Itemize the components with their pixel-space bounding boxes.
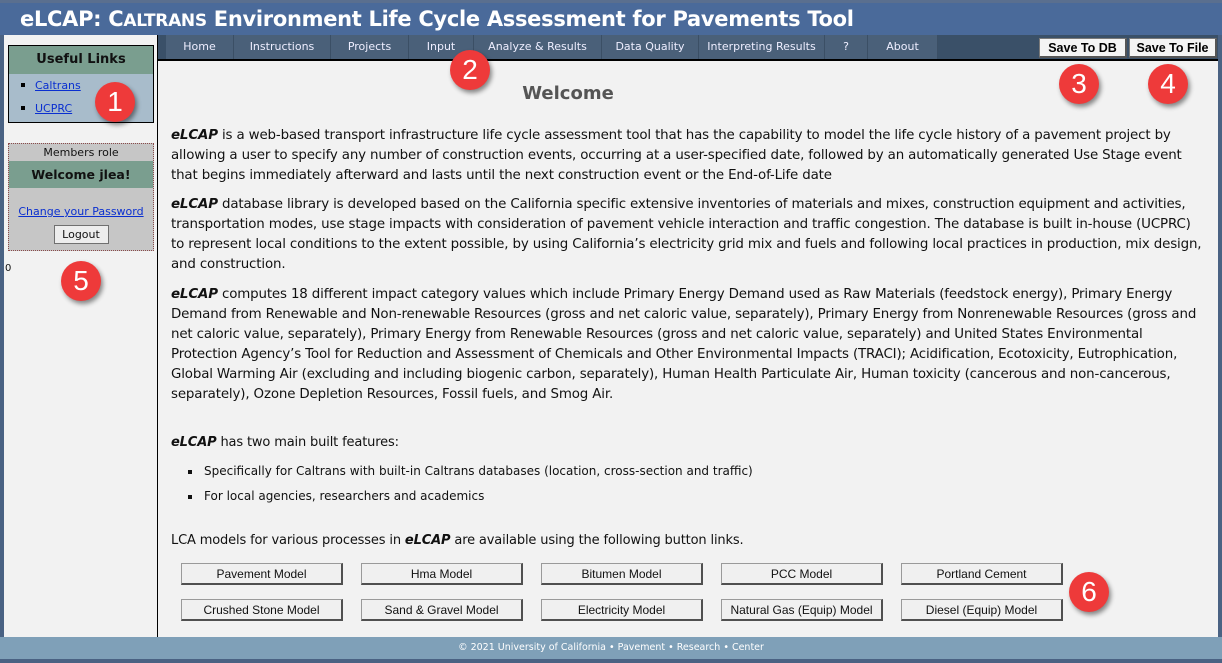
- counter-text: 0: [5, 263, 12, 274]
- brand-name: eLCAP: [404, 533, 451, 548]
- brand-name: eLCAP: [171, 287, 218, 302]
- save-to-file-button[interactable]: Save To File: [1129, 38, 1217, 58]
- nav-data-quality[interactable]: Data Quality: [602, 35, 699, 59]
- sand-gravel-model-button[interactable]: Sand & Gravel Model: [361, 599, 523, 621]
- useful-links-header: Useful Links: [9, 46, 153, 74]
- footer: © 2021 University of California • Pavement • Research • Center: [0, 637, 1222, 659]
- nav-about[interactable]: About: [868, 35, 938, 59]
- electricity-model-button[interactable]: Electricity Model: [541, 599, 703, 621]
- annotation-badge-4: 4: [1148, 64, 1188, 104]
- nav-analyze-results[interactable]: Analyze & Results: [474, 35, 602, 59]
- app-title: [20, 7, 854, 31]
- crushed-stone-model-button[interactable]: Crushed Stone Model: [181, 599, 343, 621]
- nav-home[interactable]: Home: [166, 35, 234, 59]
- members-role-label: Members role: [43, 146, 119, 159]
- annotation-badge-6: 6: [1069, 572, 1109, 612]
- sidebar: [4, 35, 158, 637]
- diesel-model-button[interactable]: Diesel (Equip) Model: [901, 599, 1063, 621]
- features-intro: [171, 433, 1206, 453]
- app-title-smallcaps: ALTRANS: [123, 11, 207, 31]
- app-title-prefix: eLCAP: C: [20, 7, 124, 31]
- annotation-badge-5: 5: [61, 261, 101, 301]
- nav-instructions[interactable]: Instructions: [234, 35, 331, 59]
- nav-interpreting-results[interactable]: Interpreting Results: [699, 35, 825, 59]
- caltrans-link[interactable]: Caltrans: [35, 79, 81, 92]
- save-to-db-button[interactable]: Save To DB: [1039, 38, 1127, 58]
- annotation-badge-1: 1: [95, 82, 135, 122]
- hma-model-button[interactable]: Hma Model: [361, 563, 523, 585]
- database-text: database library is developed based on the California specific extensive inventories of materials and mixes, construction equipment and activities, transportation modes, use stage impacts with consideration of pavement vehicle interaction and traffic congestion. The database is built in-house (UCPRC) to represent local conditions to the extent possible, by using California’s electricity grid mix and fuels and following local practices in production, mix design, and construction.: [171, 197, 1202, 272]
- pcc-model-button[interactable]: PCC Model: [721, 563, 883, 585]
- database-paragraph: [171, 195, 1206, 275]
- feature-item: For local agencies, researchers and academics: [186, 484, 753, 509]
- features-intro-text: has two main built features:: [216, 435, 399, 450]
- impact-paragraph: [171, 285, 1206, 405]
- bitumen-model-button[interactable]: Bitumen Model: [541, 563, 703, 585]
- nav-help[interactable]: ?: [825, 35, 868, 59]
- nav-input[interactable]: Input: [409, 35, 474, 59]
- portland-cement-button[interactable]: Portland Cement: [901, 563, 1063, 585]
- app-title-rest: Environment Life Cycle Assessment for Pavements Tool: [206, 7, 854, 31]
- impact-text: computes 18 different impact category values which include Primary Energy Demand used as Raw Materials (feedstock energy), Primary Energy Demand from Renewable and Non-renewable Resources (gross and net caloric value, separately), Primary Energy from Nonrenewable Resources (gross and net caloric value, separately), Primary Energy from Renewable Resources (gross and net caloric value, separately) and United States Environmental Protection Agency’s Tool for Reduction and Assessment of Chemicals and Other Environmental Impacts (TRACI); Acidification, Ecotoxicity, Eutrophication, Global Warming Air (excluding and including biogenic carbon, separately), Human Health Particulate Air, Human toxicity (cancerous and non-cancerous, separately), Ozone Depletion Resources, Fossil fuels, and Smog Air.: [171, 287, 1197, 402]
- nav-menu: [166, 35, 938, 59]
- members-panel: [8, 143, 154, 251]
- nav-projects[interactable]: Projects: [331, 35, 409, 59]
- page-title: Welcome: [522, 83, 614, 104]
- intro-paragraph: [171, 126, 1206, 186]
- brand-name: eLCAP: [171, 197, 218, 212]
- annotation-badge-2: 2: [450, 50, 490, 90]
- ucprc-link[interactable]: UCPRC: [35, 102, 73, 115]
- welcome-user-label: Welcome jlea!: [9, 161, 153, 188]
- main-content: [158, 61, 1218, 637]
- natural-gas-model-button[interactable]: Natural Gas (Equip) Model: [721, 599, 883, 621]
- feature-item: Specifically for Caltrans with built-in Caltrans databases (location, cross-section and traffic): [186, 459, 753, 484]
- models-intro: [171, 531, 1206, 551]
- change-password-link[interactable]: Change your Password: [18, 205, 144, 218]
- models-intro-text-end: are available using the following button links.: [450, 533, 744, 548]
- annotation-badge-3: 3: [1059, 64, 1099, 104]
- brand-name: eLCAP: [171, 435, 217, 450]
- logout-button[interactable]: Logout: [54, 225, 109, 244]
- intro-text: is a web-based transport infrastructure life cycle assessment tool that has the capability to model the life cycle history of a pavement project by allowing a user to specify any number of construction events, occurring at a user-specified date, followed by an automatically generated Use Stage event that begins immediately afterward and lasts until the next construction event or the End-of-Life date: [171, 128, 1182, 183]
- brand-name: eLCAP: [171, 128, 218, 143]
- title-bar: [0, 0, 1222, 35]
- pavement-model-button[interactable]: Pavement Model: [181, 563, 343, 585]
- models-intro-text: LCA models for various processes in: [171, 533, 405, 548]
- features-list: [186, 459, 753, 509]
